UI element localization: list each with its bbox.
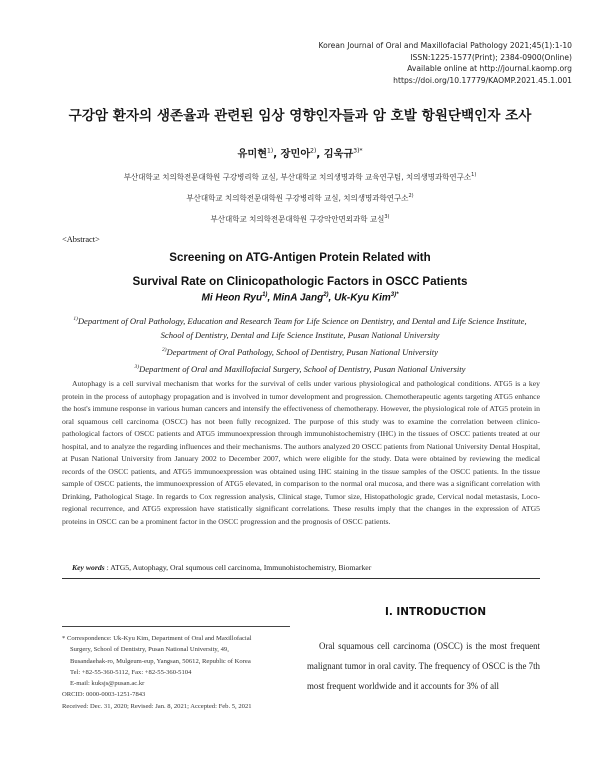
footnote-line: E-mail: kuksjs@pusan.ac.kr	[70, 680, 145, 688]
affiliation-entry: $^{3)}$Department of Oral and Maxillofacial Surgery, School of Dentistry, Pusan National University	[134, 363, 466, 374]
english-title	[0, 246, 600, 294]
author-separator: ,	[267, 292, 273, 304]
author-name: Mi Heon Ryu	[201, 292, 263, 304]
keywords-label: Key words	[72, 563, 105, 572]
korean-authors	[0, 145, 600, 160]
korean-title: 구강암 환자의 생존율과 관련된 임상 영향인자들과 암 호발 항원단백인자 조사	[68, 108, 532, 124]
abstract-text: Autophagy is a cell survival mechanism that works for the survival of cells under various physiological and pathological conditions. ATG5 is a key protein in the process of autophagy propagation and is involved in tumor development and progression. Chemotherapeutic agents targeting ATG5 enhance the host's immune response in various human cancers and intensify the effectiveness of chemotherapy. However, the physiological role of ATG5 protein in oral squamous cell carcinoma (OSCC) has not been fully recognized. The purpose of this study was to examine the correlation between clinico-pathological factors of OSCC patients and ATG5 immunoexpression through immunohistochemistry (IHC) in the tissues of OSCC patients treated at our hospital, and to analyze the regarding influences and their mechanisms. The authors analyzed 20 OSCC patients from National University Dental Hospital, at Pusan National University from January 2002 to December 2007, which were eligible for the study. Data were obtained by reviewing the medical records of the OSCC patients, and ATG5 immunoexpression was obtained using IHC staining in the tissue samples of the OSCC patients. In the tissue sample of OSCC patients, the immunoexpression of ATG5 elevated, in comparison to the normal oral mucosa, and there was a significant correlation with Drinking, Pathological Stage. In regards to Cox regression analysis, Clinical stage, Tumor size, Histopathologic grade, Cervical nodal metastasis, Loco-regional recurrence, and ATG5 expression have statistically significant correlations. These results imply that the changes in the expression of ATG5 proteins in OSCC can be a prominent factor in the OSCC progression and the prognosis of OSCC patients.	[62, 379, 540, 527]
journal-available-online: Available online at http://journal.kaomp.org	[407, 64, 572, 74]
footnote-line: ORCID: 0000-0003-1251-7843	[62, 691, 146, 699]
journal-citation: Korean Journal of Oral and Maxillofacial Pathology 2021;45(1):1-10	[318, 41, 572, 50]
footnote-divider	[62, 626, 290, 627]
abstract-label: <Abstract>	[62, 235, 100, 244]
english-authors	[0, 292, 600, 303]
english-title-line: Survival Rate on Clinicopathologic Factors in OSCC Patients	[132, 275, 468, 288]
footnote-line: Tel: +82-55-360-5112, Fax: +82-55-360-5104	[70, 668, 192, 676]
affiliation-line: 부산대학교 치의학전문대학원 구강병리학 교실, 부산대학교 치의생명과학 교육연구팀, 치의생명과학연구소$^{1)}$	[123, 172, 477, 182]
footnote-line: * Correspondence: Uk-Kyu Kim, Department of Oral and Maxillofacial	[62, 635, 252, 642]
english-affiliations	[70, 312, 530, 376]
affiliation-line: 부산대학교 치의학전문대학원 구강병리학 교실, 치의생명과학연구소$^{2)}$	[186, 193, 414, 203]
affiliation-entry: $^{1)}$Department of Oral Pathology, Education and Research Team for Life Science on Dentistry, and Dental and Life Science Institute, School of Dentistry, Dental and Life Science Institute, Pusan National University	[73, 315, 527, 341]
author-affiliation-mark: 2)	[323, 292, 329, 298]
affiliation-entry: $^{2)}$Department of Oral Pathology, School of Dentistry, Pusan National University	[162, 346, 438, 357]
keywords-divider	[62, 578, 540, 579]
introduction-text: Oral squamous cell carcinoma (OSCC) is the most frequent malignant tumor in oral cavity. The frequency of OSCC is the 7th most frequent worldwide and it accounts for 3% of all	[307, 641, 540, 691]
journal-doi: https://doi.org/10.17779/KAOMP.2021.45.1.001	[393, 76, 572, 86]
affiliation-line: 부산대학교 치의학전문대학원 구강악안면외과학 교실$^{3)}$	[210, 214, 390, 224]
author-affiliation-mark: 3)*	[390, 292, 399, 298]
author-separator: ,	[316, 149, 324, 160]
author-separator: ,	[328, 292, 335, 304]
section-heading-introduction: I. INTRODUCTION	[385, 606, 487, 618]
korean-affiliations	[0, 166, 600, 229]
author-name: 유미현	[237, 149, 268, 160]
correspondence-footnote	[62, 633, 294, 712]
keywords-list: : ATG5, Autophagy, Oral squmous cell carcinoma, Immunohistochemistry, Biomarker	[106, 563, 372, 572]
author-affiliation-mark: 2)	[310, 147, 317, 155]
journal-issn: ISSN:1225-1577(Print); 2384-0900(Online)	[410, 52, 572, 62]
keywords	[72, 563, 371, 572]
footnote-line: Received: Dec. 31, 2020; Revised: Jan. 8, 2021; Accepted: Feb. 5, 2021	[62, 702, 252, 710]
author-affiliation-mark: 1)	[267, 147, 274, 155]
author-affiliation-mark: 3)*	[353, 147, 363, 155]
author-name: MinA Jang	[273, 292, 324, 304]
footnote-line: Surgery, School of Dentistry, Pusan National University, 49,	[70, 646, 229, 654]
footnote-line: Busandaehak-ro, Mulgeum-eup, Yangsan, 50612, Republic of Korea	[70, 657, 251, 665]
author-affiliation-mark: 1)	[262, 292, 268, 298]
author-separator: ,	[273, 149, 281, 160]
english-title-line: Screening on ATG-Antigen Protein Related with	[169, 251, 431, 264]
author-name: 김욱규	[323, 149, 354, 160]
author-name: 장민아	[280, 149, 311, 160]
author-name: Uk-Kyu Kim	[334, 292, 391, 304]
journal-header	[318, 40, 572, 87]
